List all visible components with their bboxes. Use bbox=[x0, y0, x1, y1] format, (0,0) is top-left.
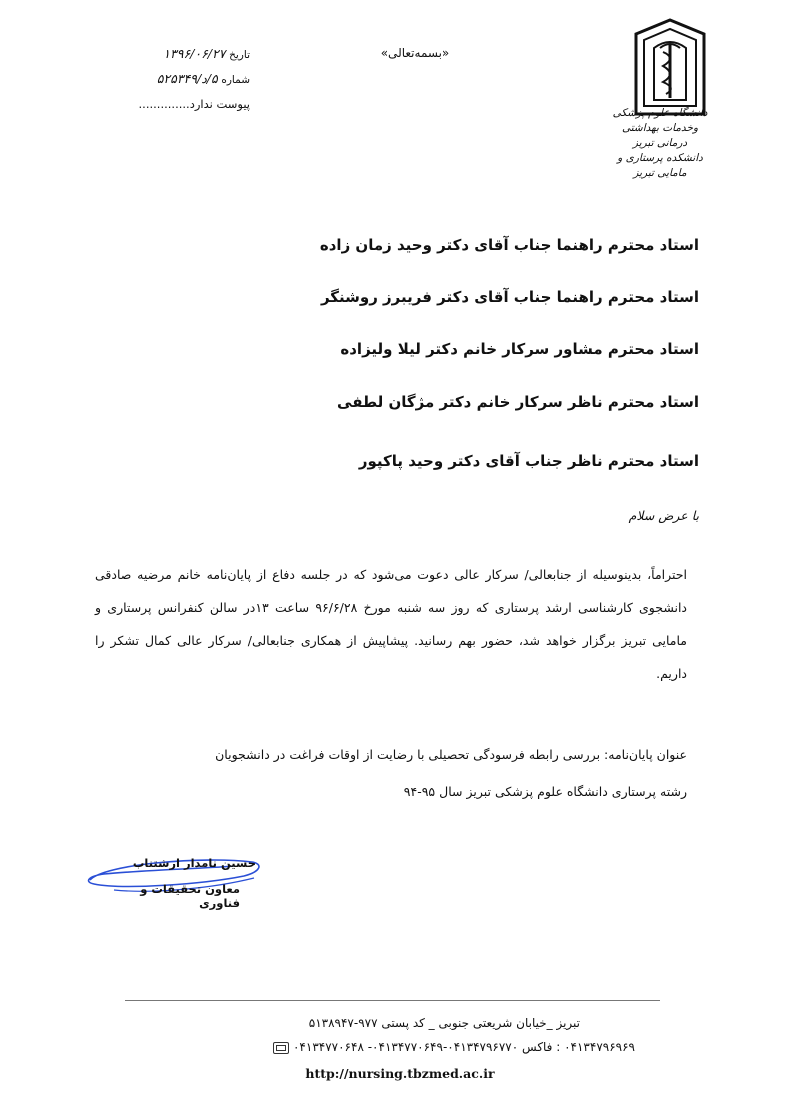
emblem-caption bbox=[606, 106, 714, 181]
recipient-line: استاد محترم مشاور سرکار خانم دکتر لیلا ولیزاده bbox=[340, 340, 699, 358]
signatory-title: معاون تحقیقات و فناوری bbox=[140, 882, 240, 910]
fax-icon bbox=[273, 1042, 289, 1054]
thesis-title bbox=[95, 736, 687, 810]
recipient-line: استاد محترم راهنما جناب آقای دکتر وحید زمان زاده bbox=[319, 236, 699, 254]
footer-phones bbox=[160, 1040, 635, 1054]
bismillah-heading: «بسمه‌تعالی» bbox=[380, 46, 450, 60]
emblem-caption-line: وخدمات بهداشتی درمانی تبریز bbox=[621, 122, 699, 149]
greeting: با عرض سلام bbox=[628, 508, 699, 523]
footer-phones-text: ۰۴۱۳۴۷۹۶۹۶۹ : فاکس ۰۴۱۳۴۷۹۶۷۷۰-۰۴۱۳۴۷۷۰۶۴۹- ۰۴۱۳۴۷۷۰۶۴۸ bbox=[292, 1040, 635, 1054]
emblem-caption-line: دانشکده پرستاری و مامایی تبریز bbox=[617, 152, 703, 179]
body-paragraph: احتراماً، بدینوسیله از جنابعالی/ سرکار عالی دعوت می‌شود که در جلسه دفاع از پایان‌نامه خانم مرضیه صادقی دانشجوی کارشناسی ارشد پرستاری که روز سه شنبه مورخ ۹۶/۶/۲۸ ساعت ۱۳در سالن کنفرانس پرستاری و مامایی تبریز برگزار خواهد شد، حضور بهم رسانید. پیشاپیش از همکاری جنابعالی/ سرکار عالی کمال تشکر را داریم. bbox=[95, 567, 687, 681]
thesis-line: عنوان پایان‌نامه: بررسی رابطه فرسودگی تحصیلی با رضایت از اوقات فراغت در دانشجویان bbox=[215, 747, 687, 762]
footer-divider bbox=[125, 1000, 660, 1001]
date-value: ۱۳۹۶/۰۶/۲۷ bbox=[163, 46, 226, 61]
thesis-line: رشته پرستاری دانشگاه علوم پزشکی تبریز سال ۹۵-۹۴ bbox=[403, 784, 687, 799]
footer-address: تبریز _خیابان شریعتی جنوبی _ کد پستی ۹۷۷-۵۱۳۸۹۴۷ bbox=[308, 1016, 580, 1030]
date-row bbox=[80, 42, 250, 67]
recipient-line: استاد محترم ناظر جناب آقای دکتر وحید پاکپور bbox=[358, 452, 699, 470]
attachment-note: پیوست ندارد.............. bbox=[138, 97, 250, 111]
date-label: تاریخ bbox=[229, 49, 250, 61]
letter-meta bbox=[80, 42, 250, 116]
number-value: ۵/د/۵۲۵۳۴۹ bbox=[156, 71, 218, 86]
number-label: شماره bbox=[221, 74, 250, 86]
number-row bbox=[80, 67, 250, 92]
signatory-name: حسین نامدار ارشتناب bbox=[132, 856, 256, 870]
letter-body bbox=[95, 558, 687, 690]
recipients-list bbox=[139, 236, 699, 476]
emblem-caption-line: دانشگاه علوم پزشکی bbox=[612, 107, 708, 119]
recipient-line: استاد محترم راهنما جناب آقای دکتر فریبرز روشنگر bbox=[320, 288, 699, 306]
recipient-line: استاد محترم ناظر سرکار خانم دکتر مژگان لطفی bbox=[337, 393, 699, 411]
footer-url: http://nursing.tbzmed.ac.ir bbox=[305, 1066, 495, 1081]
